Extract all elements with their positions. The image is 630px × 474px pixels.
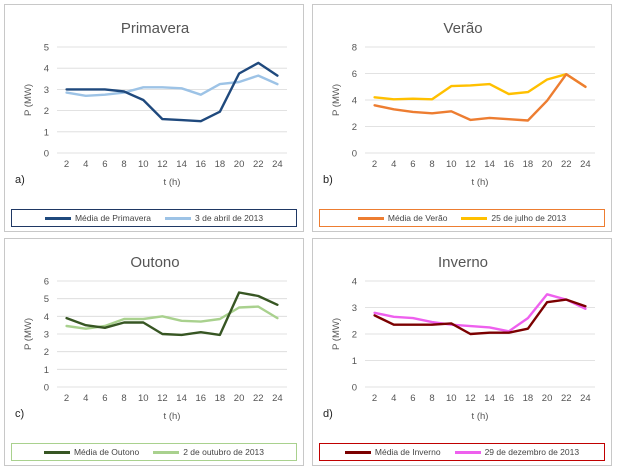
y-tick-label: 1 <box>43 364 49 376</box>
x-tick-label: 10 <box>137 159 149 170</box>
y-tick-label: 5 <box>43 42 49 54</box>
x-tick-label: 22 <box>560 393 572 404</box>
x-tick-label: 24 <box>272 393 283 404</box>
chart-panel-4 <box>312 238 612 466</box>
chart-legend <box>319 443 605 461</box>
x-tick-label: 6 <box>410 393 416 404</box>
legend-item <box>358 213 448 223</box>
series-line-2 <box>67 307 278 329</box>
x-tick-label: 12 <box>465 159 476 170</box>
y-tick-label: 2 <box>43 347 49 359</box>
x-tick-label: 6 <box>102 159 108 170</box>
chart-title: Inverno <box>437 254 489 271</box>
x-axis-label: t (h) <box>471 411 489 422</box>
x-tick-label: 22 <box>252 393 264 404</box>
x-tick-label: 2 <box>63 393 70 404</box>
x-tick-label: 6 <box>410 159 416 170</box>
panel-label: c) <box>15 408 25 420</box>
x-tick-label: 8 <box>429 393 435 404</box>
x-tick-label: 14 <box>484 393 495 404</box>
legend-item <box>153 447 264 457</box>
x-tick-label: 4 <box>391 159 397 170</box>
y-tick-label: 2 <box>351 122 357 133</box>
x-tick-label: 20 <box>233 393 245 404</box>
y-axis-label: P (MW) <box>331 317 342 351</box>
legend-item <box>165 213 263 223</box>
legend-swatch <box>455 451 481 454</box>
series-line-2 <box>67 76 278 96</box>
x-tick-label: 16 <box>503 159 515 170</box>
x-tick-label: 18 <box>522 393 534 404</box>
x-tick-label: 12 <box>465 393 476 404</box>
y-tick-label: 4 <box>351 276 357 288</box>
legend-label: Média de Primavera <box>74 213 151 223</box>
panel-label: b) <box>323 174 333 186</box>
legend-item <box>44 447 139 457</box>
y-tick-label: 6 <box>43 276 49 288</box>
y-tick-label: 4 <box>43 311 49 323</box>
x-tick-label: 18 <box>214 159 226 170</box>
x-tick-label: 14 <box>484 159 495 170</box>
y-tick-label: 2 <box>351 329 357 341</box>
chart-legend <box>11 443 297 461</box>
x-tick-label: 10 <box>137 393 149 404</box>
x-tick-label: 20 <box>541 393 553 404</box>
y-tick-label: 0 <box>43 382 49 394</box>
legend-swatch <box>165 217 191 220</box>
x-tick-label: 4 <box>391 393 397 404</box>
legend-label: Média de Verão <box>387 213 448 223</box>
y-tick-label: 4 <box>43 63 49 75</box>
chart-title: Outono <box>130 254 180 271</box>
chart-legend <box>319 209 605 227</box>
chart-svg <box>313 239 613 439</box>
y-axis-label: P (MW) <box>23 83 34 117</box>
legend-swatch <box>358 217 384 220</box>
legend-label: Média de Outono <box>73 447 140 457</box>
chart-title: Primavera <box>120 20 190 37</box>
x-tick-label: 24 <box>272 159 283 170</box>
x-tick-label: 8 <box>121 393 127 404</box>
legend-item <box>461 213 566 223</box>
x-axis-label: t (h) <box>471 177 489 188</box>
series-line-1 <box>67 63 278 121</box>
chart-svg <box>313 5 613 205</box>
y-tick-label: 3 <box>351 303 357 314</box>
chart-panel-3 <box>4 238 304 466</box>
x-tick-label: 4 <box>83 159 89 170</box>
x-tick-label: 22 <box>252 159 264 170</box>
y-axis-label: P (MW) <box>23 317 34 351</box>
y-tick-label: 0 <box>351 382 357 394</box>
y-tick-label: 1 <box>351 356 357 367</box>
panel-label: d) <box>323 408 333 420</box>
legend-swatch <box>153 451 179 454</box>
legend-label: 25 de julho de 2013 <box>491 213 567 223</box>
legend-swatch <box>345 451 371 454</box>
legend-label: 29 de dezembro de 2013 <box>484 447 580 457</box>
chart-svg <box>5 239 305 439</box>
x-tick-label: 24 <box>580 159 591 170</box>
x-tick-label: 22 <box>560 159 572 170</box>
y-tick-label: 3 <box>43 329 49 341</box>
legend-label: 3 de abril de 2013 <box>195 213 264 223</box>
legend-item <box>45 213 151 223</box>
legend-swatch <box>45 217 71 220</box>
legend-swatch <box>44 451 70 454</box>
y-tick-label: 0 <box>43 148 49 160</box>
y-tick-label: 0 <box>351 148 357 160</box>
chart-legend <box>11 209 297 227</box>
legend-label: 2 de outubro de 2013 <box>183 447 265 457</box>
legend-item <box>455 447 580 457</box>
x-tick-label: 6 <box>102 393 108 404</box>
x-tick-label: 2 <box>371 393 378 404</box>
y-tick-label: 6 <box>351 69 357 80</box>
legend-item <box>345 447 441 457</box>
x-tick-label: 24 <box>580 393 591 404</box>
x-tick-label: 14 <box>176 393 187 404</box>
y-tick-label: 2 <box>43 106 49 118</box>
y-tick-label: 5 <box>43 294 49 306</box>
legend-label: Média de Inverno <box>374 447 441 457</box>
series-line-1 <box>375 74 586 120</box>
y-tick-label: 4 <box>351 95 357 107</box>
x-tick-label: 4 <box>83 393 89 404</box>
x-tick-label: 12 <box>157 393 168 404</box>
x-axis-label: t (h) <box>163 411 181 422</box>
x-tick-label: 20 <box>233 159 245 170</box>
x-tick-label: 18 <box>522 159 534 170</box>
x-tick-label: 18 <box>214 393 226 404</box>
x-tick-label: 12 <box>157 159 168 170</box>
chart-title: Verão <box>443 20 483 37</box>
panel-label: a) <box>15 174 25 186</box>
x-tick-label: 10 <box>445 393 457 404</box>
x-tick-label: 8 <box>429 159 435 170</box>
y-tick-label: 1 <box>43 127 49 139</box>
x-tick-label: 10 <box>445 159 457 170</box>
x-tick-label: 2 <box>63 159 70 170</box>
x-tick-label: 20 <box>541 159 553 170</box>
chart-panel-2 <box>312 4 612 232</box>
chart-panel-1 <box>4 4 304 232</box>
x-tick-label: 16 <box>195 159 207 170</box>
x-tick-label: 16 <box>503 393 515 404</box>
x-tick-label: 16 <box>195 393 207 404</box>
x-tick-label: 8 <box>121 159 127 170</box>
chart-svg <box>5 5 305 205</box>
y-axis-label: P (MW) <box>331 83 342 117</box>
y-tick-label: 8 <box>351 42 357 54</box>
x-tick-label: 14 <box>176 159 187 170</box>
y-tick-label: 3 <box>43 84 49 96</box>
series-line-2 <box>375 74 586 99</box>
x-axis-label: t (h) <box>163 177 181 188</box>
legend-swatch <box>461 217 487 220</box>
x-tick-label: 2 <box>371 159 378 170</box>
